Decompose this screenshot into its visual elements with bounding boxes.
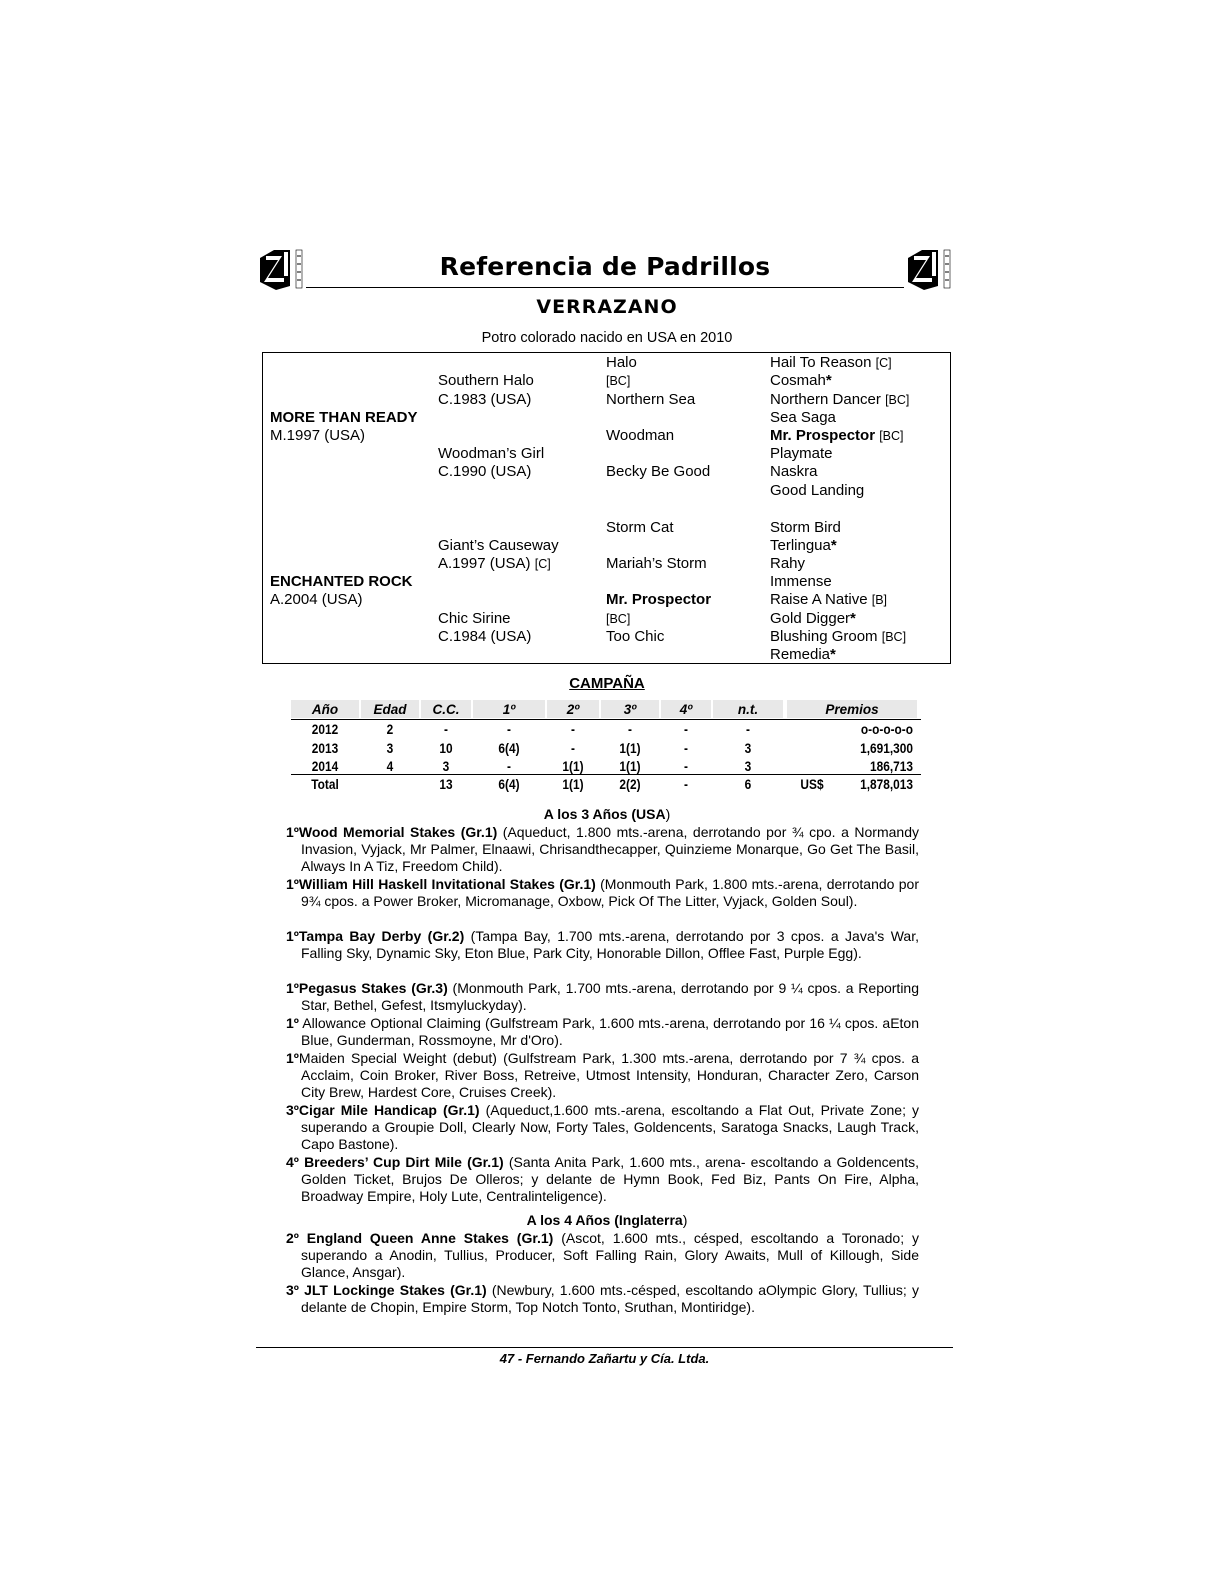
sire-sire-info: C.1983 (USA) bbox=[438, 391, 532, 408]
dam-sire-tag: [C] bbox=[534, 557, 551, 571]
campaign-cell: 3 bbox=[744, 759, 752, 774]
header-unplaced: n.t. bbox=[713, 700, 783, 718]
g4-immense: Immense bbox=[770, 573, 832, 590]
dam-dam-name: Chic Sirine bbox=[438, 610, 511, 627]
campaign-cell: 2 bbox=[386, 722, 394, 737]
g4-good-landing: Good Landing bbox=[770, 482, 865, 499]
header-rule bbox=[291, 719, 921, 720]
header-first: 1º bbox=[473, 700, 545, 718]
section-suffix: ) bbox=[665, 806, 671, 822]
campaign-cell: 186,713 bbox=[870, 759, 913, 774]
race-name: Cigar Mile Handicap (Gr.1) bbox=[298, 1102, 480, 1118]
race-position: 4º bbox=[286, 1154, 299, 1170]
campaign-cell: - bbox=[684, 722, 688, 737]
campaign-cell: 6 bbox=[744, 777, 752, 792]
g3-mr-prospector: Mr. Prospector bbox=[606, 591, 712, 608]
g3-too-chic: Too Chic bbox=[606, 628, 665, 645]
campaign-cell: US$ bbox=[800, 777, 824, 792]
race-entry bbox=[286, 1154, 919, 1205]
race-details: (Ascot, 1.600 mts., césped, escoltando a Toronado; y superando a Anodin, Tullius, Producer, Soft Falling Rain, Glory Awaits, Mull of Killough, Side Glance, Ansgar). bbox=[301, 1230, 919, 1280]
pedigree-table bbox=[262, 352, 951, 664]
header-starts: C.C. bbox=[421, 700, 471, 718]
race-details: (Aqueduct, 1.800 mts.-arena, derrotando por ¾ cpo. a Normandy Invasion, Vyjack, Mr Palmer, Elnaawi, Chrisandthecapper, Quinzieme Monarque, Go Get The Basil, Always In A Tiz, Freedom Child). bbox=[301, 824, 919, 874]
campaign-cell: - bbox=[628, 722, 632, 737]
section-prefix: A los 4 Años ( bbox=[526, 1212, 619, 1228]
race-name: Breeders’ Cup Dirt Mile (Gr.1) bbox=[298, 1154, 504, 1170]
section-country: Inglaterra bbox=[618, 1212, 683, 1228]
campaign-cell: 3 bbox=[744, 740, 752, 756]
footer-text: 47 - Fernando Zañartu y Cía. Ltda. bbox=[499, 1351, 710, 1366]
header-second: 2º bbox=[547, 700, 599, 718]
dam-sire-year: A.1997 (USA) bbox=[438, 555, 531, 572]
section-heading bbox=[262, 806, 952, 823]
g4-remedia: Remedia* bbox=[770, 646, 836, 663]
race-details: (Newbury, 1.600 mts.-césped, escoltando aOlympic Glory, Tullius; y delante de Chopin, Empire Storm, Top Notch Tonto, Sruthan, Montiridge). bbox=[301, 1282, 920, 1315]
g4-raise-a-native: Raise A Native [B] bbox=[770, 591, 888, 608]
campaign-cell: - bbox=[507, 722, 511, 737]
g4-terlingua: Terlingua* bbox=[770, 537, 837, 554]
logo-left bbox=[256, 246, 306, 292]
race-details: (Aqueduct,1.600 mts.-arena, escoltando a Flat Out, Private Zone; y superando a Groupie Doll, Clearly Now, Forty Tales, Goldencents, Saratoga Snacks, Laugh Track, Capo Bastone). bbox=[301, 1102, 920, 1152]
g4-sea-saga: Sea Saga bbox=[770, 409, 836, 426]
g4-hail-to-reason: Hail To Reason [C] bbox=[770, 354, 892, 371]
g4-gold-digger: Gold Digger* bbox=[770, 610, 856, 627]
campaign-cell: 1(1) bbox=[562, 777, 584, 792]
section-heading bbox=[262, 1212, 952, 1229]
campaign-title: CAMPAÑA bbox=[569, 675, 645, 692]
campaign-cell: - bbox=[571, 722, 575, 737]
g3-mariahs-storm: Mariah’s Storm bbox=[606, 555, 707, 572]
g3-northern-sea: Northern Sea bbox=[606, 391, 696, 408]
total-rule bbox=[291, 774, 921, 775]
fz-logo-icon bbox=[256, 246, 306, 292]
campaign-cell: - bbox=[571, 740, 575, 756]
g4-rahy: Rahy bbox=[770, 555, 806, 572]
g3-halo-tag: [BC] bbox=[606, 374, 631, 388]
horse-name: VERRAZANO bbox=[536, 296, 678, 318]
campaign-cell: 2013 bbox=[311, 740, 339, 756]
race-entry bbox=[286, 980, 919, 1014]
race-name: England Queen Anne Stakes (Gr.1) bbox=[298, 1230, 554, 1246]
campaign-cell: 1(1) bbox=[619, 759, 641, 774]
campaign-cell: 1(1) bbox=[619, 740, 641, 756]
race-entry bbox=[286, 928, 919, 962]
header-fourth: 4º bbox=[661, 700, 711, 718]
dam-sire-name: Giant’s Causeway bbox=[438, 537, 559, 554]
campaign-cell: 1,691,300 bbox=[860, 740, 913, 756]
g3-mr-prospector-tag: [BC] bbox=[606, 612, 631, 626]
sire-dam-name: Woodman’s Girl bbox=[438, 445, 545, 462]
sire-name: MORE THAN READY bbox=[270, 409, 418, 426]
campaign-cell: - bbox=[684, 740, 688, 756]
g3-becky-be-good: Becky Be Good bbox=[606, 463, 711, 480]
race-position: 3º bbox=[286, 1102, 299, 1118]
campaign-cell: 6(4) bbox=[498, 740, 520, 756]
campaign-cell: 4 bbox=[386, 759, 394, 774]
section-prefix: A los 3 Años ( bbox=[543, 806, 637, 822]
dam-dam-info: C.1984 (USA) bbox=[438, 628, 532, 645]
race-position: 3º bbox=[286, 1282, 299, 1298]
g4-northern-dancer: Northern Dancer [BC] bbox=[770, 391, 910, 408]
header-prizes: Premios bbox=[787, 700, 917, 718]
race-position: 1º bbox=[286, 1015, 299, 1031]
header-rule bbox=[306, 287, 904, 288]
race-position: 1º bbox=[286, 928, 299, 944]
section-country: USA bbox=[636, 806, 666, 822]
campaign-cell: o-o-o-o-o bbox=[860, 722, 913, 737]
campaign-cell: - bbox=[507, 759, 511, 774]
campaign-cell: - bbox=[684, 777, 688, 792]
race-details: (Monmouth Park, 1.800 mts.-arena, derrotando por 9¾ cpos. a Power Broker, Micromanage, Oxbow, Pick Of The Litter, Vyjack, Golden Soul). bbox=[301, 876, 919, 909]
header-third: 3º bbox=[601, 700, 659, 718]
campaign-cell: 2014 bbox=[311, 759, 339, 774]
g4-cosmah: Cosmah* bbox=[770, 372, 832, 389]
campaign-cell: - bbox=[684, 759, 688, 774]
race-entry bbox=[286, 1050, 919, 1101]
race-position: 1º bbox=[286, 980, 299, 996]
footer-rule bbox=[256, 1347, 953, 1348]
g4-mr-prospector: Mr. Prospector [BC] bbox=[770, 427, 904, 444]
race-entry bbox=[286, 1282, 919, 1316]
campaign-cell: 13 bbox=[439, 777, 453, 792]
dam-sire-info bbox=[438, 555, 551, 573]
sire-dam-info: C.1990 (USA) bbox=[438, 463, 532, 480]
g4-naskra: Naskra bbox=[770, 463, 818, 480]
dam-name: ENCHANTED ROCK bbox=[270, 573, 413, 590]
race-details: (Monmouth Park, 1.700 mts.-arena, derrotando por 9 ¼ cpos. a Reporting Star, Bethel, Gefest, Itsmyluckyday). bbox=[301, 980, 920, 1013]
campaign-cell: 6(4) bbox=[498, 777, 520, 792]
race-details: Allowance Optional Claiming (Gulfstream Park, 1.600 mts.-arena, derrotando por 16 ¼ cpos. aEton Blue, Gunderman, Rossmoyne, Mr d'Oro). bbox=[298, 1015, 919, 1048]
g4-storm-bird: Storm Bird bbox=[770, 519, 841, 536]
race-position: 1º bbox=[286, 1050, 299, 1066]
g3-woodman: Woodman bbox=[606, 427, 675, 444]
campaign-cell: 3 bbox=[442, 759, 450, 774]
race-name: JLT Lockinge Stakes (Gr.1) bbox=[298, 1282, 487, 1298]
campaign-cell: 10 bbox=[439, 740, 453, 756]
race-entry bbox=[286, 1015, 919, 1049]
sire-info: M.1997 (USA) bbox=[270, 427, 366, 444]
campaign-cell: 2(2) bbox=[619, 777, 641, 792]
campaign-cell: - bbox=[444, 722, 448, 737]
race-name: William Hill Haskell Invitational Stakes (Gr.1) bbox=[298, 876, 596, 892]
race-details: Maiden Special Weight (debut) (Gulfstream Park, 1.300 mts.-arena, derrotando por 7 ¾ cpos. a Acclaim, Coin Broker, River Boss, Retreive, Utmost Intensity, Honduran, Character Zero, Carson City Brew, Hardest Core, Cruises Creek). bbox=[298, 1050, 919, 1100]
page-title: Referencia de Padrillos bbox=[439, 252, 771, 281]
section-suffix: ) bbox=[682, 1212, 688, 1228]
campaign-cell: 1(1) bbox=[562, 759, 584, 774]
logo-right bbox=[904, 246, 954, 292]
g3-halo: Halo bbox=[606, 354, 637, 371]
horse-description: Potro colorado nacido en USA en 2010 bbox=[481, 330, 733, 346]
race-details: (Tampa Bay, 1.700 mts.-arena, derrotando por 3 cpos. a Java's War, Falling Sky, Dynamic Sky, Eton Blue, Park City, Honorable Dillon, Offlee Fast, Purple Egg). bbox=[301, 928, 919, 961]
campaign-cell: 3 bbox=[386, 740, 394, 756]
header-year: Año bbox=[291, 700, 359, 718]
race-position: 1º bbox=[286, 876, 299, 892]
race-entry bbox=[286, 876, 919, 910]
campaign-cell: 1,878,013 bbox=[860, 777, 913, 792]
g4-blushing-groom: Blushing Groom [BC] bbox=[770, 628, 907, 645]
sire-sire-name: Southern Halo bbox=[438, 372, 534, 389]
race-position: 2º bbox=[286, 1230, 299, 1246]
race-entry bbox=[286, 824, 919, 875]
race-name: Wood Memorial Stakes (Gr.1) bbox=[298, 824, 498, 840]
dam-info: A.2004 (USA) bbox=[270, 591, 363, 608]
g4-playmate: Playmate bbox=[770, 445, 833, 462]
campaign-cell: - bbox=[746, 722, 750, 737]
race-details: (Santa Anita Park, 1.600 mts., arena- escoltando a Goldencents, Golden Ticket, Brujos De Olleros; y delante de Hymn Book, Fed Biz, Pants On Fire, Alpha, Broadway Empire, Holy Lute, Centralinteligence). bbox=[301, 1154, 919, 1204]
race-entry bbox=[286, 1230, 919, 1281]
race-name: Tampa Bay Derby (Gr.2) bbox=[298, 928, 465, 944]
race-entry bbox=[286, 1102, 919, 1153]
fz-logo-icon bbox=[904, 246, 954, 292]
campaign-cell: 2012 bbox=[311, 722, 339, 737]
campaign-cell: Total bbox=[311, 777, 339, 792]
header-age: Edad bbox=[361, 700, 419, 718]
g3-storm-cat: Storm Cat bbox=[606, 519, 674, 536]
race-position: 1º bbox=[286, 824, 299, 840]
race-name: Pegasus Stakes (Gr.3) bbox=[298, 980, 448, 996]
